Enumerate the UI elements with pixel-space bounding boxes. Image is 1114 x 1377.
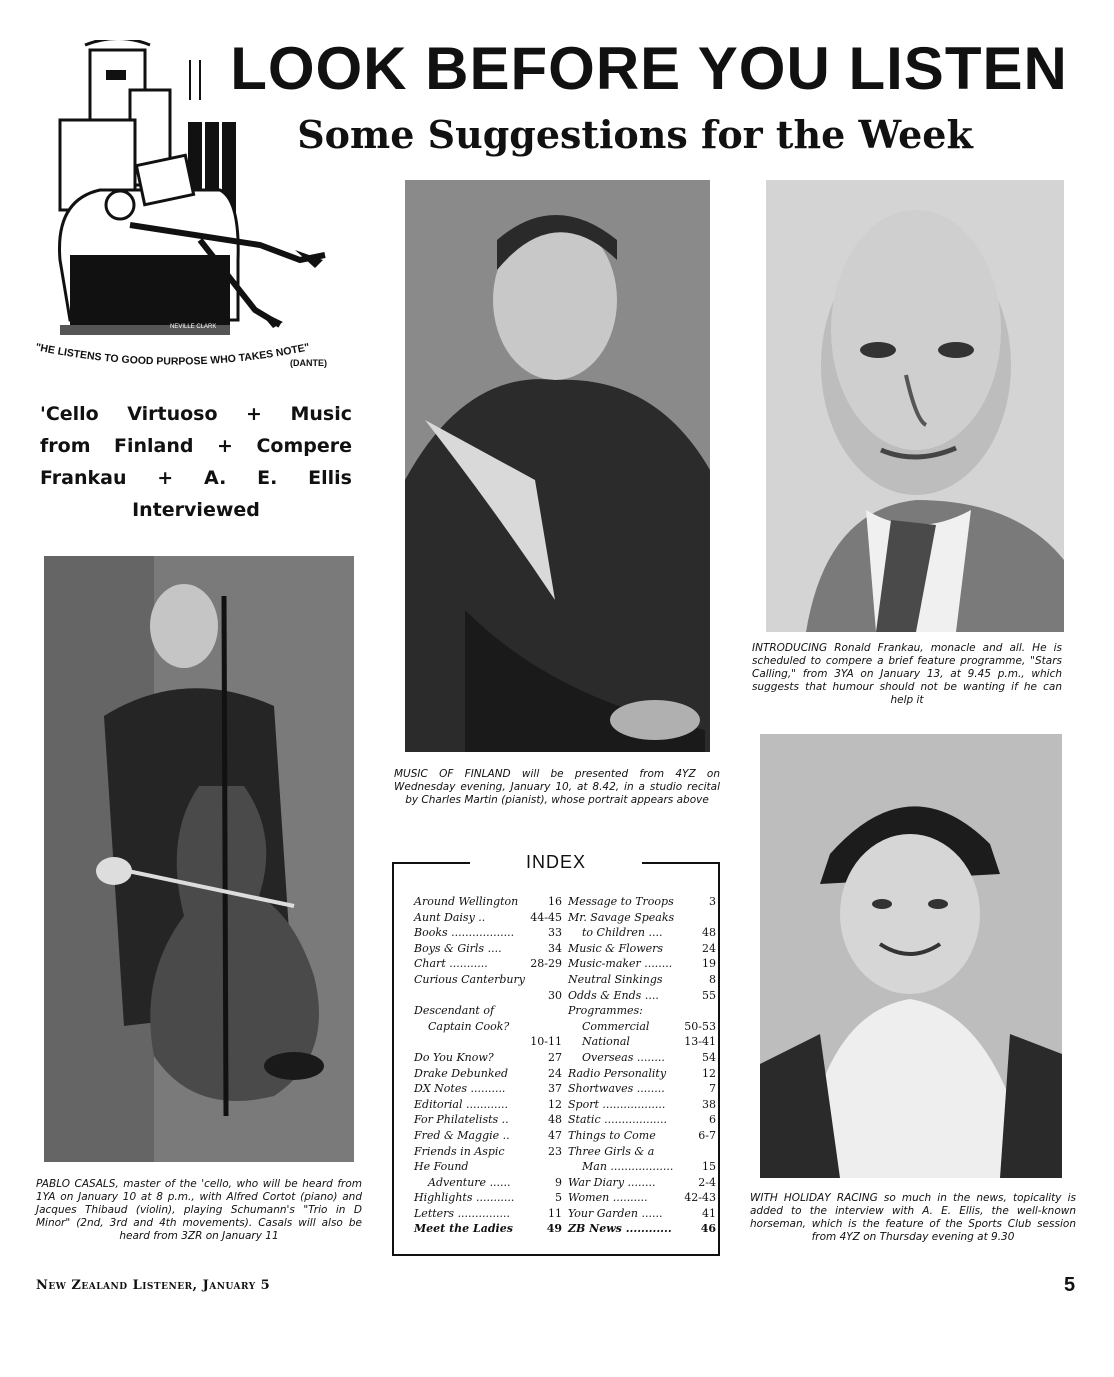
caption-racing: WITH HOLIDAY RACING so much in the news, topicality is added to the interview with A. E. Ellis, the well-known horseman, which is the feature of the Sports Club session from 4YZ on Thursday evening at 9.30 — [750, 1192, 1076, 1243]
index-entry-title: Things to Come — [568, 1128, 656, 1142]
index-entry-title: Drake Debunked — [414, 1066, 509, 1080]
index-entry-title: Man .................. — [582, 1160, 674, 1174]
topics-line: from Finland + Compere — [40, 435, 352, 457]
index-entry-title: Shortwaves ........ — [568, 1082, 665, 1096]
index-entry — [414, 1097, 562, 1113]
index-entry — [568, 925, 716, 941]
index-entry — [568, 1144, 716, 1160]
index-entry-page: 24 — [702, 941, 716, 955]
index-entry-title: Highlights ........... — [414, 1191, 515, 1205]
index-entry — [414, 1144, 562, 1160]
index-entry-title: Boys & Girls .... — [414, 941, 502, 955]
index-entry-title: Meet the Ladies — [414, 1222, 513, 1236]
index-entry-page: 19 — [702, 957, 716, 971]
index-entry-page: 13-41 — [684, 1035, 716, 1049]
index-entry — [414, 1050, 562, 1066]
index-entry-title: Programmes: — [568, 1004, 643, 1018]
index-title: INDEX — [525, 852, 586, 872]
index-entry-page: 37 — [548, 1082, 562, 1096]
index-entry-title: Books .................. — [414, 926, 515, 940]
index-entry-title: to Children .... — [582, 926, 663, 940]
index-entry-title: For Philatelists .. — [414, 1113, 509, 1127]
index-entry-page: 2-4 — [698, 1175, 716, 1189]
index-entry-title: Music-maker ........ — [568, 957, 673, 971]
index-entry-page: 47 — [548, 1128, 562, 1142]
index-entry-page: 33 — [548, 926, 562, 940]
index-entry-page: 46 — [700, 1222, 716, 1236]
photo-ronald-frankau — [766, 180, 1064, 632]
index-entry — [568, 1019, 716, 1035]
index-entry-page: 28-29 — [530, 957, 562, 971]
index-entry-page: 12 — [548, 1097, 562, 1111]
index-entry — [568, 1081, 716, 1097]
index-entry — [568, 1159, 716, 1175]
index-entry-page: 15 — [702, 1160, 716, 1174]
index-entry-title: Your Garden ...... — [568, 1206, 663, 1220]
index-entry — [568, 1112, 716, 1128]
index-entry — [414, 1003, 562, 1019]
index-entry-title: Letters ............... — [414, 1206, 511, 1220]
index-entry-title: Aunt Daisy .. — [414, 910, 486, 924]
publication-footer: New Zealand Listener, January 5 — [36, 1278, 271, 1293]
index-entry — [414, 1206, 562, 1222]
index-entry — [568, 910, 716, 926]
index-entry — [414, 1221, 562, 1237]
index-entry — [414, 1081, 562, 1097]
index-entry-page: 27 — [548, 1050, 562, 1064]
photo-charles-martin — [405, 180, 710, 752]
index-entry-page: 42-43 — [684, 1191, 716, 1205]
index-entry-title: Radio Personality — [568, 1066, 667, 1080]
index-entry — [568, 1175, 716, 1191]
topics-line: Interviewed — [132, 499, 260, 521]
index-entry — [568, 972, 716, 988]
svg-text:"HE LISTENS TO GOOD PURPOSE WH — [34, 341, 310, 367]
index-entry-title: Curious Canterbury — [414, 972, 525, 986]
index-entry — [568, 988, 716, 1004]
index-entry — [568, 1034, 716, 1050]
index-entry-title: Do You Know? — [414, 1050, 494, 1064]
index-entry — [414, 925, 562, 941]
index-entry — [414, 1175, 562, 1191]
index-entry — [568, 956, 716, 972]
index-entry — [414, 1128, 562, 1144]
artist-signature: NEVILLE CLARK — [170, 324, 217, 330]
index-entry-page: 6 — [709, 1113, 716, 1127]
topics-line: Frankau + A. E. Ellis — [40, 467, 352, 489]
index-entry-page: 12 — [702, 1066, 716, 1080]
page-number: 5 — [1064, 1274, 1076, 1296]
index-entry-title: Editorial ............ — [414, 1097, 508, 1111]
index-entry — [414, 894, 562, 910]
topics-teaser — [40, 398, 352, 526]
index-entry — [568, 1190, 716, 1206]
index-entry-title: Chart ........... — [414, 957, 488, 971]
index-entry-title: Fred & Maggie .. — [414, 1128, 510, 1142]
index-entry-title: National — [582, 1035, 630, 1049]
index-entry — [414, 1159, 562, 1175]
index-entry — [414, 1066, 562, 1082]
index-entry — [568, 1206, 716, 1222]
index-entry-page: 6-7 — [698, 1128, 716, 1142]
photo-ae-ellis — [760, 734, 1062, 1178]
index-entry-page: 41 — [702, 1206, 716, 1220]
index-entry-title: Commercial — [582, 1019, 650, 1033]
index-entry-title: ZB News ............ — [568, 1222, 672, 1236]
index-entry-title: Three Girls & a — [568, 1144, 655, 1158]
caption-finland: MUSIC OF FINLAND will be presented from 4YZ on Wednesday evening, January 10, at 8.42, in a studio recital by Charles Martin (pianist), whose portrait appears above — [394, 768, 720, 806]
index-entry-title: He Found — [414, 1160, 469, 1174]
index-entry-page: 48 — [548, 1113, 562, 1127]
index-entry-page: 30 — [548, 988, 562, 1002]
index-entry-page: 49 — [546, 1222, 562, 1236]
topics-line: 'Cello Virtuoso + Music — [40, 403, 352, 425]
photo-pablo-casals — [44, 556, 354, 1162]
index-entry — [414, 910, 562, 926]
index-entry-page: 50-53 — [684, 1019, 716, 1033]
index-entry-title: War Diary ........ — [568, 1175, 656, 1189]
index-entry-page: 3 — [709, 895, 716, 908]
index-entry-title: Overseas ........ — [582, 1050, 665, 1064]
index-entry — [414, 941, 562, 957]
index-entry-page: 24 — [548, 1066, 562, 1080]
index-entry-page: 55 — [702, 988, 716, 1002]
index-entry-page: 54 — [702, 1050, 716, 1064]
index-entry — [568, 941, 716, 957]
index-column-left — [414, 894, 562, 1237]
index-entry-title: Odds & Ends .... — [568, 988, 659, 1002]
index-entry-page: 44-45 — [530, 910, 562, 924]
index-entry — [414, 1034, 562, 1050]
index-entry — [414, 1190, 562, 1206]
reader-illustration — [40, 40, 340, 340]
index-entry-page: 10-11 — [530, 1035, 562, 1049]
index-entry-title: DX Notes .......... — [414, 1082, 506, 1096]
page-title: LOOK BEFORE YOU LISTEN — [230, 35, 1068, 102]
index-entry-title: Neutral Sinkings — [568, 972, 663, 986]
index-entry-page: 11 — [548, 1206, 562, 1220]
index-entry-title: Music & Flowers — [568, 941, 664, 955]
index-entry — [568, 1097, 716, 1113]
index-entry-page: 7 — [709, 1082, 716, 1096]
index-entry-page: 9 — [555, 1175, 562, 1189]
index-entry-title: Sport .................. — [568, 1097, 666, 1111]
index-entry-title: Adventure ...... — [428, 1175, 511, 1189]
caption-frankau: INTRODUCING Ronald Frankau, monacle and all. He is scheduled to compere a brief feature programme, "Stars Calling," from 3YA on January 13, at 9.45 p.m., which suggests that humour should not be wanting if he can help it — [752, 642, 1062, 706]
index-entry — [414, 1112, 562, 1128]
index-entry-title: Static .................. — [568, 1113, 668, 1127]
index-entry — [568, 1128, 716, 1144]
index-entry — [414, 956, 562, 972]
motto-source: (DANTE) — [290, 358, 327, 368]
page-subtitle: Some Suggestions for the Week — [297, 112, 973, 157]
index-entry-page: 38 — [702, 1097, 716, 1111]
index-entry-title: Women .......... — [568, 1191, 648, 1205]
index-entry — [414, 972, 562, 988]
index-entry-page: 48 — [702, 926, 716, 940]
index-entry-title: Around Wellington — [414, 895, 519, 908]
index-entry — [568, 894, 716, 910]
caption-casals: PABLO CASALS, master of the 'cello, who will be heard from 1YA on January 10 at 8 p.m., with Alfred Cortot (piano) and Jacques Thibaud (violin), playing Schumann's "Trio in D Minor" (2nd, 3rd and 4th movements). Casals will also be heard from 3ZR on January 11 — [36, 1178, 362, 1242]
index-entry-page: 23 — [548, 1144, 562, 1158]
index-entry-page: 5 — [555, 1191, 562, 1205]
index-entry — [414, 988, 562, 1004]
index-entry — [568, 1003, 716, 1019]
index-entry-title: Captain Cook? — [428, 1019, 510, 1033]
index-column-right — [568, 894, 716, 1237]
index-entry-title: Message to Troops — [568, 895, 674, 908]
index-entry-title: Mr. Savage Speaks — [568, 910, 675, 924]
index-entry-page: 16 — [548, 895, 562, 908]
index-entry — [568, 1221, 716, 1237]
index-entry — [414, 1019, 562, 1035]
index-entry — [568, 1050, 716, 1066]
index-entry-title: Friends in Aspic — [414, 1144, 505, 1158]
index-entry-title: Descendant of — [414, 1004, 495, 1018]
index-entry-page: 34 — [548, 941, 562, 955]
motto-text: "HE LISTENS TO GOOD PURPOSE WHO TAKES NOTE" — [34, 341, 311, 368]
index-entry-page: 8 — [709, 972, 716, 986]
index-entry — [568, 1066, 716, 1082]
